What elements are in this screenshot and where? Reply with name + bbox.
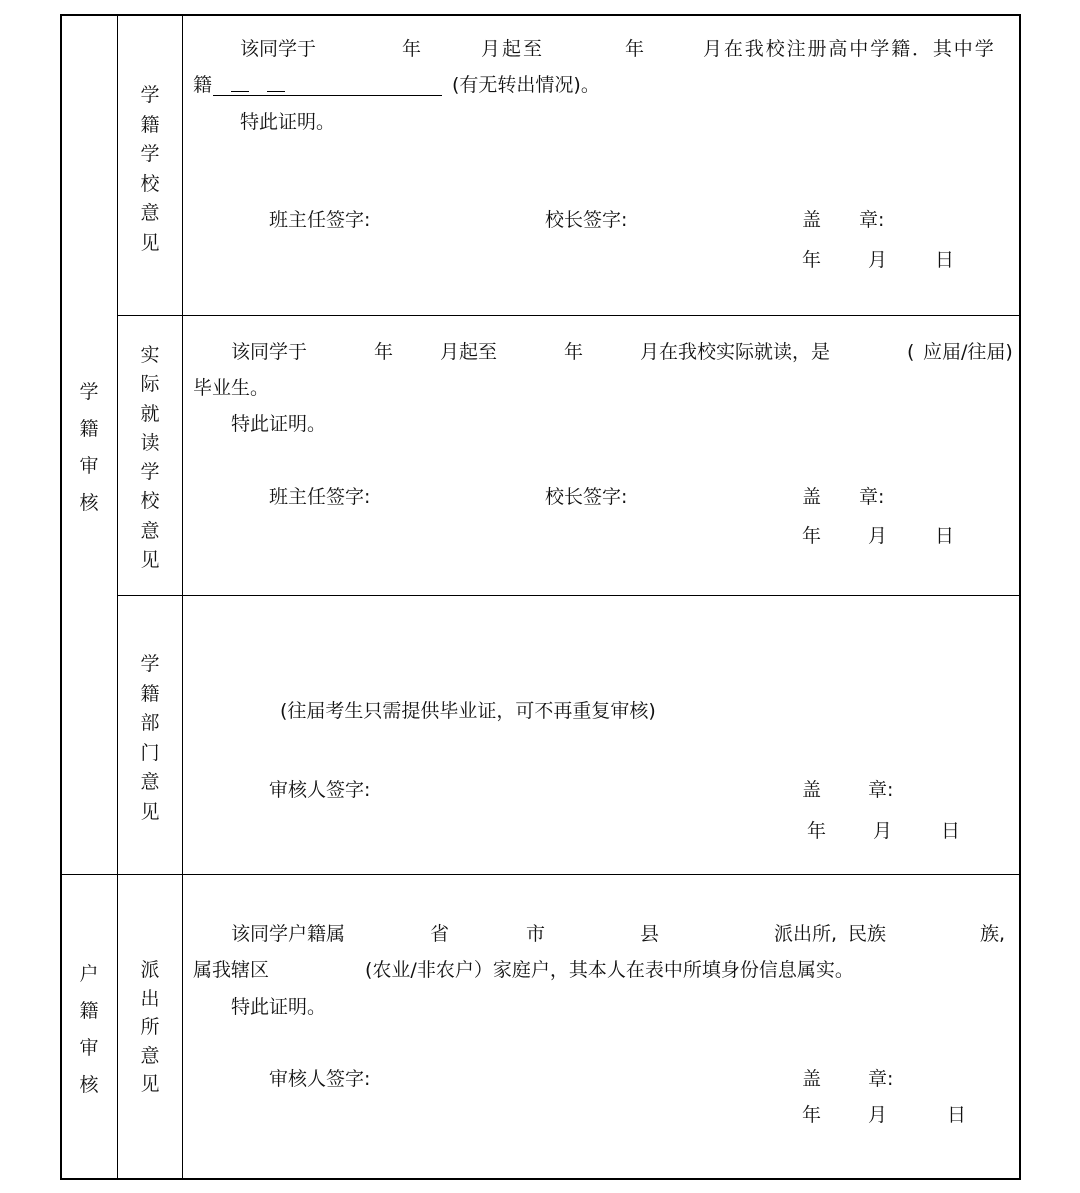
row-label-r4: 派 出 所 意 见 [140, 959, 160, 1095]
r4-text-ethnicity-suffix: 族, [980, 923, 1006, 945]
table-top-border [60, 14, 1021, 16]
r2-date-year: 年 [802, 525, 822, 547]
section-label-xueji: 学 籍 审 核 [79, 381, 99, 514]
r4-text-household: 该同学户籍属 [231, 923, 346, 945]
r4-date-month: 月 [868, 1104, 888, 1126]
r1-text-year-start: 年 [402, 38, 422, 60]
r1-date-year: 年 [802, 249, 822, 271]
r3-date-day: 日 [941, 820, 961, 842]
r1-transfer-blank [213, 95, 442, 96]
r2-text-certify: 特此证明。 [231, 413, 327, 435]
r2-text-paren: ( [907, 341, 915, 363]
r4-seal-char-2: 章: [868, 1068, 894, 1090]
r4-seal-char-1: 盖 [802, 1068, 822, 1090]
r4-text-certify: 特此证明。 [231, 996, 327, 1018]
r1-date-month: 月 [868, 249, 888, 271]
r1-seal-char-2: 章: [859, 209, 885, 231]
r4-text-police-station: 派出所, [774, 923, 838, 945]
r1-text-year-end: 年 [625, 38, 645, 60]
r1-text-intro: 该同学于 [240, 38, 317, 60]
r3-sign-reviewer: 审核人签字: [269, 779, 371, 801]
r1-text-transfer-note: (有无转出情况)。 [452, 74, 600, 96]
row-divider-1 [117, 315, 1021, 316]
row-label-r2: 实 际 就 读 学 校 意 见 [140, 344, 160, 572]
r2-date-day: 日 [935, 525, 955, 547]
table-bottom-border [60, 1178, 1021, 1180]
r4-text-city: 市 [526, 923, 546, 945]
r2-sign-principal: 校长签字: [545, 486, 628, 508]
r4-text-county: 县 [640, 923, 660, 945]
r1-sign-principal: 校长签字: [545, 209, 628, 231]
row-divider-2 [117, 595, 1021, 596]
r2-text-intro: 该同学于 [231, 341, 308, 363]
r4-date-year: 年 [802, 1104, 822, 1126]
r2-text-year-end: 年 [564, 341, 584, 363]
r1-blank-dash-1 [231, 91, 249, 92]
r1-text-register: 月在我校注册高中学籍．其中学 [703, 38, 996, 60]
r2-sign-teacher: 班主任签字: [269, 486, 371, 508]
r1-text-month-from: 月起至 [481, 38, 545, 60]
r2-date-month: 月 [868, 525, 888, 547]
r1-blank-dash-2 [267, 91, 285, 92]
column-divider-2 [182, 14, 183, 1180]
r2-seal-char-1: 盖 [802, 486, 822, 508]
r2-text-month-from: 月起至 [440, 341, 498, 363]
r4-sign-reviewer: 审核人签字: [269, 1068, 371, 1090]
r4-text-province: 省 [430, 923, 450, 945]
r4-text-ethnicity-label: 民族 [848, 923, 887, 945]
section-label-huji: 户 籍 审 核 [79, 963, 99, 1096]
r4-text-jurisdiction: 属我辖区 [193, 959, 270, 981]
r1-sign-teacher: 班主任签字: [269, 209, 371, 231]
r2-seal-char-2: 章: [859, 486, 885, 508]
r1-text-certify: 特此证明。 [240, 111, 336, 133]
r1-text-ji: 籍 [193, 74, 213, 96]
row-label-r1: 学 籍 学 校 意 见 [140, 84, 160, 254]
r3-text-note: (往届考生只需提供毕业证，可不再重复审核) [280, 700, 656, 722]
r3-date-month: 月 [873, 820, 893, 842]
r2-text-graduate: 毕业生。 [193, 377, 270, 399]
r1-date-day: 日 [935, 249, 955, 271]
r4-text-household-type: (农业/非农户）家庭户，其本人在表中所填身份信息属实。 [365, 959, 854, 981]
r3-seal-char-1: 盖 [802, 779, 822, 801]
r2-text-grad-type: 应届/往届) [923, 341, 1013, 363]
r1-seal-char-1: 盖 [802, 209, 822, 231]
r2-text-year-start: 年 [374, 341, 394, 363]
row-divider-3 [60, 874, 1021, 875]
r3-seal-char-2: 章: [868, 779, 894, 801]
table-right-border [1019, 14, 1021, 1180]
r4-date-day: 日 [947, 1104, 967, 1126]
r3-date-year: 年 [807, 820, 827, 842]
row-label-r3: 学 籍 部 门 意 见 [140, 653, 160, 823]
r2-text-attend: 月在我校实际就读，是 [640, 341, 831, 363]
